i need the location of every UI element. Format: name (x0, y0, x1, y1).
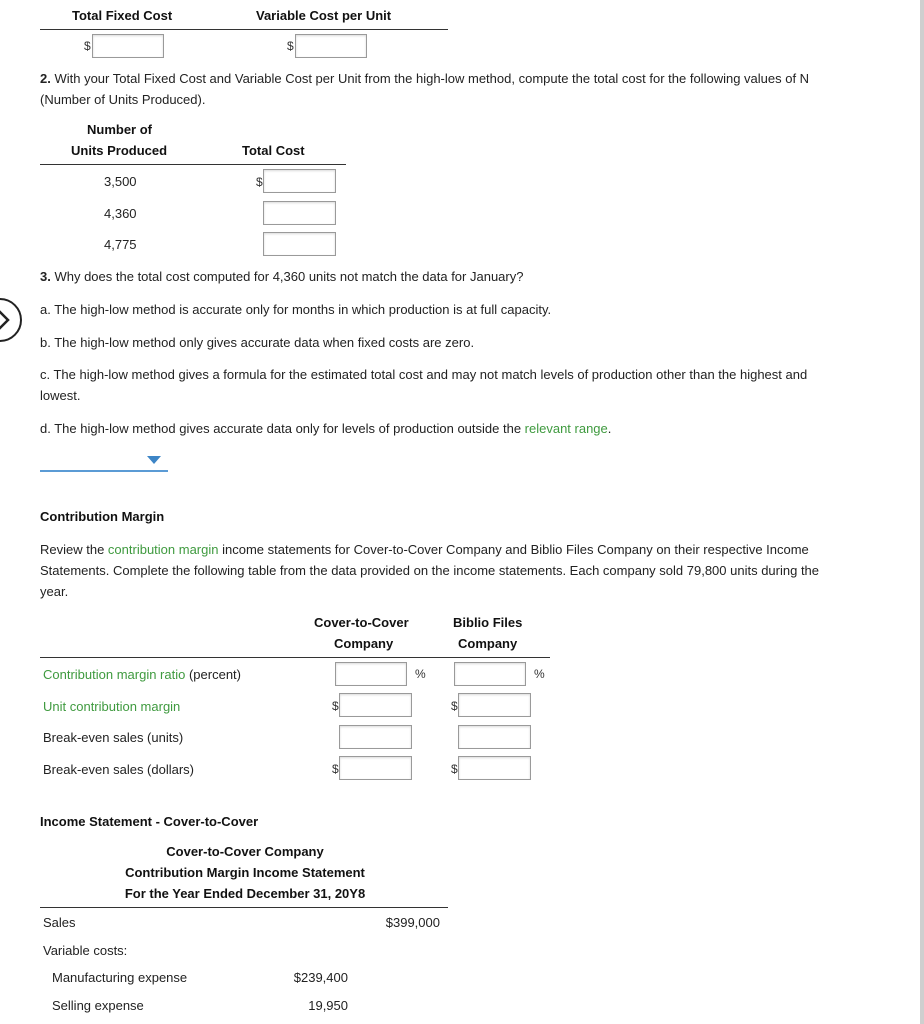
question-3 (40, 266, 523, 287)
percent-symbol: % (415, 667, 426, 681)
next-chevron-button[interactable] (0, 298, 22, 342)
dropdown-underline (40, 470, 168, 472)
unit-cm-link[interactable]: Unit contribution margin (43, 699, 181, 714)
variable-costs-label: Variable costs: (43, 943, 128, 958)
biblio-files-header-line2: Company (458, 636, 518, 651)
option-d-period: . (607, 421, 612, 436)
units-header-line2: Units Produced (71, 143, 168, 158)
units-value: 3,500 (104, 174, 137, 189)
variable-cost-header: Variable Cost per Unit (256, 8, 392, 23)
statement-company-title: Cover-to-Cover Company (166, 844, 324, 859)
option-c-text-cont: lowest. (40, 388, 81, 403)
dropdown-arrow-icon (147, 456, 161, 464)
header-rule (40, 164, 346, 165)
break-even-dollars-biblio-input[interactable] (458, 756, 531, 780)
unit-cm-biblio-input[interactable] (458, 693, 531, 717)
sales-label: Sales (43, 915, 76, 930)
question-number: 2. (40, 71, 51, 86)
cover-to-cover-header-line1: Cover-to-Cover (314, 615, 409, 630)
unit-cm-cover-input[interactable] (339, 693, 412, 717)
instructions-text: year. (40, 584, 69, 599)
statement-period-title: For the Year Ended December 31, 20Y8 (124, 886, 366, 901)
currency-symbol: $ (332, 699, 339, 713)
currency-symbol: $ (287, 39, 294, 53)
selling-expense-label: Selling expense (52, 998, 144, 1013)
option-c-text: c. The high-low method gives a formula for the estimated total cost and may not match levels of production other than the highest and (40, 367, 808, 382)
currency-symbol: $ (451, 762, 458, 776)
header-rule (40, 29, 448, 30)
relevant-range-link[interactable]: relevant range (524, 421, 608, 436)
option-d (40, 418, 611, 439)
manufacturing-expense-value: $239,400 (293, 970, 348, 985)
sales-value: $399,000 (385, 915, 440, 930)
option-b: b. The high-low method only gives accurate data when fixed costs are zero. (40, 335, 475, 350)
option-c (40, 364, 900, 406)
cm-ratio-biblio-input[interactable] (454, 662, 526, 686)
units-value: 4,775 (104, 237, 137, 252)
question-text: With your Total Fixed Cost and Variable Cost per Unit from the high-low method, compute the total cost for the following values of N (54, 71, 810, 86)
break-even-units-label: Break-even sales (units) (43, 730, 184, 745)
header-rule (40, 657, 550, 658)
total-cost-header: Total Cost (242, 143, 305, 158)
currency-symbol: $ (451, 699, 458, 713)
option-a: a. The high-low method is accurate only for months in which production is at full capacity. (40, 302, 552, 317)
cm-ratio-cover-input[interactable] (335, 662, 407, 686)
contribution-instructions (40, 539, 900, 602)
cover-to-cover-header-line2: Company (334, 636, 394, 651)
contribution-margin-heading: Contribution Margin (40, 509, 165, 524)
statement-type-title: Contribution Margin Income Statement (125, 865, 365, 880)
option-d-text: d. The high-low method gives accurate data only for levels of production outside the (40, 421, 525, 436)
total-fixed-cost-header: Total Fixed Cost (72, 8, 173, 23)
contribution-margin-link[interactable]: contribution margin (107, 542, 219, 557)
currency-symbol: $ (256, 175, 263, 189)
break-even-dollars-label: Break-even sales (dollars) (43, 762, 195, 777)
percent-symbol: % (534, 667, 545, 681)
statement-rule (40, 907, 448, 908)
cm-ratio-suffix: (percent) (185, 667, 241, 682)
question-text: Why does the total cost computed for 4,360 units not match the data for January? (54, 269, 524, 284)
income-statement-heading: Income Statement - Cover-to-Cover (40, 814, 259, 829)
question-2 (40, 68, 900, 110)
cm-ratio-link[interactable]: Contribution margin ratio (43, 667, 186, 682)
chevron-right-icon (0, 310, 10, 330)
break-even-units-cover-input[interactable] (339, 725, 412, 749)
manufacturing-expense-label: Manufacturing expense (52, 970, 188, 985)
variable-cost-input[interactable] (295, 34, 367, 58)
instructions-text: Review the (40, 542, 108, 557)
instructions-text: income statements for Cover-to-Cover Company and Biblio Files Company on their respective Income (218, 542, 809, 557)
instructions-text: Statements. Complete the following table from the data provided on the income statements. Each company sold 79,800 units during the (40, 563, 820, 578)
total-cost-input[interactable] (263, 201, 336, 225)
page-edge (920, 0, 924, 1024)
biblio-files-header-line1: Biblio Files (453, 615, 523, 630)
units-header-line1: Number of (87, 122, 152, 137)
question-text-cont: (Number of Units Produced). (40, 92, 206, 107)
break-even-units-biblio-input[interactable] (458, 725, 531, 749)
selling-expense-value: 19,950 (308, 998, 348, 1013)
answer-dropdown[interactable] (40, 448, 168, 472)
currency-symbol: $ (84, 39, 91, 53)
break-even-dollars-cover-input[interactable] (339, 756, 412, 780)
total-cost-input[interactable] (263, 232, 336, 256)
question-number: 3. (40, 269, 51, 284)
cm-ratio-label (43, 667, 241, 682)
units-value: 4,360 (104, 206, 137, 221)
total-cost-input[interactable] (263, 169, 336, 193)
total-fixed-cost-input[interactable] (92, 34, 164, 58)
currency-symbol: $ (332, 762, 339, 776)
